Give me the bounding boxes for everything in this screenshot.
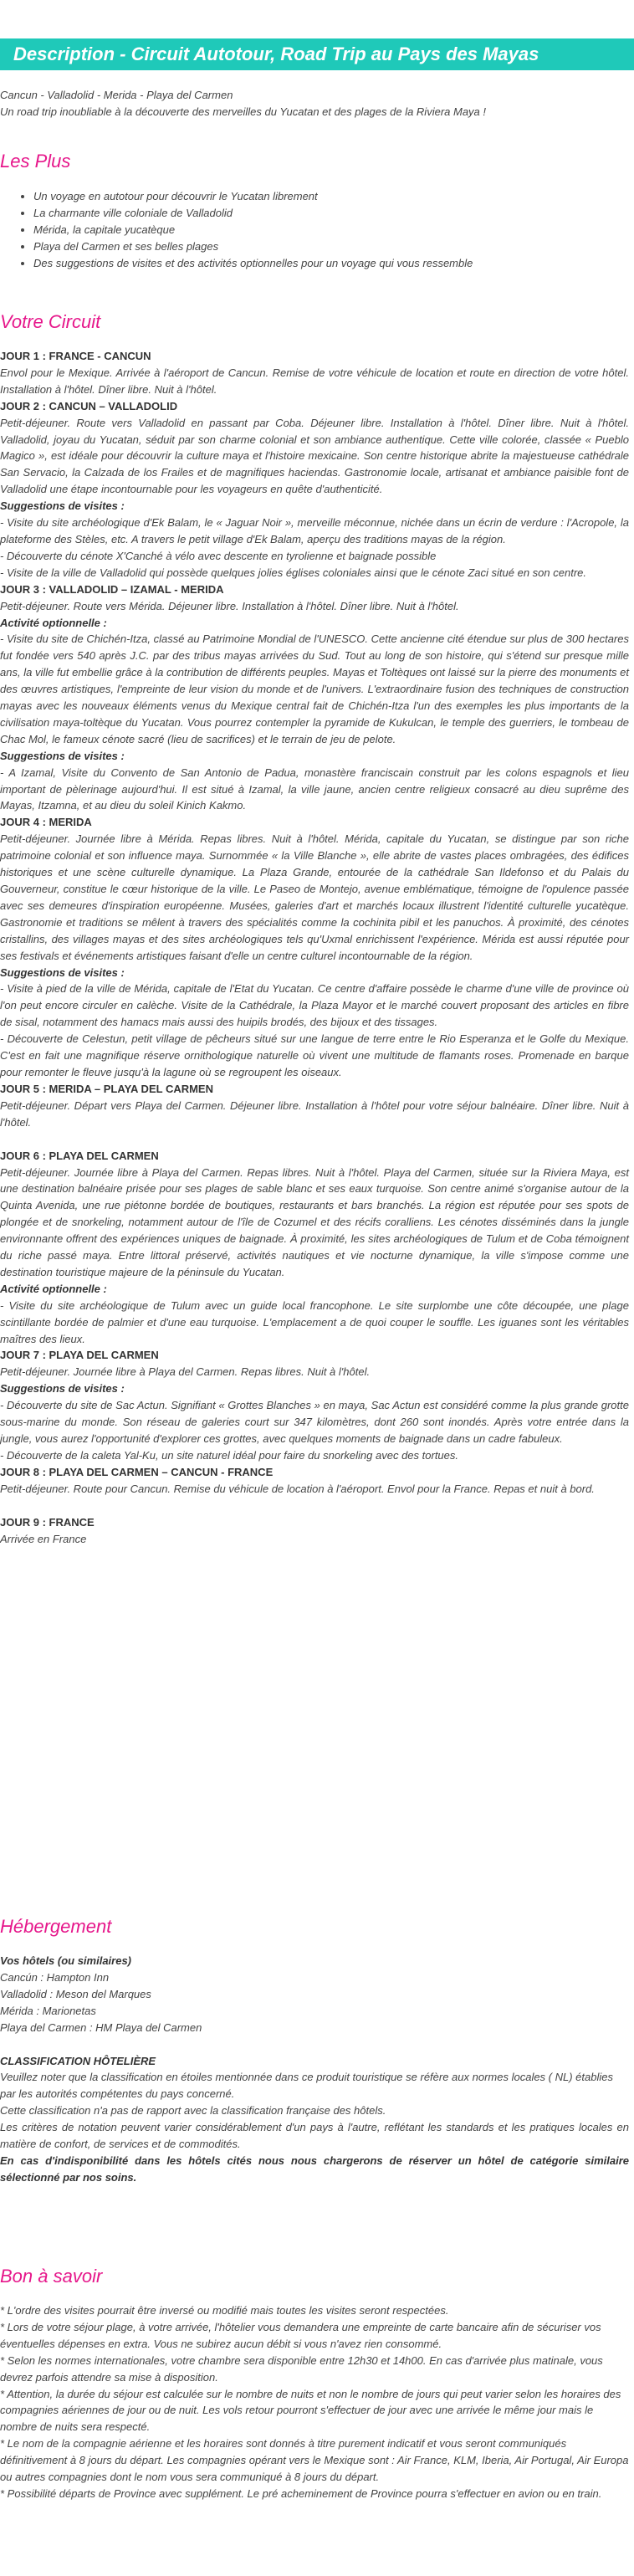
- intro: [0, 87, 629, 120]
- classification-note: En cas d'indisponibilité dans les hôtels cités nous nous chargerons de réserver un hôtel de catégorie similaire sélectionné par nos soins.: [0, 2153, 629, 2184]
- day-text: Petit-déjeuner. Journée libre à Playa del Carmen. Repas libres. Nuit à l'hôtel.: [0, 1365, 371, 1379]
- day-text: Petit-déjeuner. Route vers Mérida. Déjeuner libre. Installation à l'hôtel. Dîner libre. Nuit à l'hôtel.: [0, 599, 459, 612]
- day-text: Petit-déjeuner. Départ vers Playa del Carmen. Déjeuner libre. Installation à l'hôtel pour votre séjour balnéaire. Dîner libre. Nuit à l'hôtel.: [0, 1099, 629, 1129]
- day-title: JOUR 6 : PLAYA DEL CARMEN: [0, 1149, 159, 1162]
- classification-title: CLASSIFICATION HÔTELIÈRE: [0, 2054, 156, 2067]
- info-item: * Lors de votre séjour plage, à votre arrivée, l'hôtelier vous demandera une empreinte de carte bancaire afin de sécuriser vos éventuelles dépenses en extra. Vous ne subirez aucun débit si vous n'avez rien consommé.: [0, 2320, 601, 2350]
- intro-route: Cancun - Valladolid - Merida - Playa del Carmen: [0, 89, 233, 101]
- info-item: * Possibilité départs de Province avec supplément. Le pré acheminement de Province pourra s'effectuer en avion ou en train.: [0, 2486, 602, 2500]
- list-item: • Mérida, la capitale yucatèque: [33, 222, 627, 238]
- optional-activity: - Visite du site archéologique de Tulum avec un guide local francophone. Le site surplombe une côte découpée, une plage scintillante bordée de palmier et d'une eau turquoise. L'emplacement a de quoi couper le souffle. Les iguanes sont les véritables maîtres des lieux.: [0, 1298, 629, 1345]
- info-item: * Le nom de la compagnie aérienne et les horaires sont donnés à titre purement indicatif et vous seront communiqués définitivement à 8 jours du départ. Les compagnies opérant vers le Mexique sont : Air France, KLM, Iberia, Air Portugal, Air Europa ou autres compagnies dont le nom vous sera communiqué à 8 jours du départ.: [0, 2437, 629, 2484]
- list-item: • Des suggestions de visites et des activités optionnelles pour un voyage qui vous ressemble: [33, 255, 627, 272]
- plus-list: [0, 188, 627, 272]
- suggestion-item: - Visite de la ville de Valladolid qui possède quelques jolies églises coloniales ainsi que le cénote Zaci situé en son centre.: [0, 566, 586, 579]
- day-title: JOUR 9 : FRANCE: [0, 1515, 95, 1529]
- suggestions-title: Suggestions de visites :: [0, 499, 125, 513]
- classification-text: Veuillez noter que la classification en étoiles mentionnée dans ce produit touristique se réfère aux normes locales ( NL) établies par les autorités compétentes du pays concerné.: [0, 2071, 613, 2101]
- day-title: JOUR 5 : MERIDA – PLAYA DEL CARMEN: [0, 1082, 213, 1095]
- info-item: * Attention, la durée du séjour est calculée sur le nombre de nuits et non le nombre de jours qui peut varier selon les horaires des compagnies aériennes de jour ou de nuit. Les vols retour pourront s'effectuer de jour avec une arrivée le même jour mais le nombre de nuits sera respecté.: [0, 2387, 621, 2434]
- suggestion-item: - Visite du site archéologique d'Ek Balam, le « Jaguar Noir », merveille méconnue, nichée dans un écrin de verdure : l'Acropole, la plateforme des Stèles, etc. A travers le petit village d'Ek Balam, aperçu des traditions mayas de la région.: [0, 516, 629, 545]
- hebergement-body: [0, 1953, 629, 2186]
- heading-bon-a-savoir: Bon à savoir: [0, 2266, 103, 2287]
- day-text: Arrivée en France: [0, 1532, 87, 1545]
- day-text: Petit-déjeuner. Journée libre à Playa del Carmen. Repas libres. Nuit à l'hôtel. Playa del Carmen, située sur la Riviera Maya, est une destination balnéaire prisée pour ses plages de sable blanc et ses eaux turquoise. Son centre animé s'organise autour de la Quinta Avenida, une rue piétonne bordée de boutiques, restaurants et bars branchés. La région est réputée pour ses spots de plongée et de snorkeling, notamment autour de l'île de Cozumel et des récifs coralliens. Les cénotes disséminés dans la jungle environnante offrent des expériences uniques de baignade. À proximité, les sites archéologiques de Tulum et de Coba témoignent du riche passé maya. Entre littoral préservé, activités nautiques et vie nocturne dynamique, la ville s'impose comme une destination touristique majeure de la péninsule du Yucatan.: [0, 1165, 629, 1278]
- hotel-item: Valladolid : Meson del Marques: [0, 1987, 151, 2000]
- day-title: JOUR 1 : FRANCE - CANCUN: [0, 350, 151, 362]
- day-title: JOUR 7 : PLAYA DEL CARMEN: [0, 1349, 159, 1362]
- day-title: JOUR 3 : VALLADOLID – IZAMAL - MERIDA: [0, 582, 224, 596]
- page-title: Description - Circuit Autotour, Road Trip au Pays des Mayas: [13, 44, 539, 64]
- info-item: * L'ordre des visites pourrait être inversé ou modifié mais toutes les visites seront respectées.: [0, 2304, 449, 2317]
- day-title: JOUR 4 : MERIDA: [0, 816, 92, 829]
- optional-activity: - Visite du site de Chichén-Itza, classé au Patrimoine Mondial de l'UNESCO. Cette ancienne cité étendue sur plus de 300 hectares fut fondée vers 540 après J.C. par des tribus mayas arrivées du Sud. Tout au long de son histoire, qui s'étend sur presque mille ans, la ville fut embellie grâce à la contribution de différents peuples. Mayas et Toltèques ont laissé sur la pierre des monuments et des œuvres artistiques, l'empreinte de leur vision du monde et de l'univers. L'extraordinaire fusion des techniques de construction mayas avec les nouveaux éléments venus du Mexique central fait de Chichén-Itza l'un des exemples les plus importants de la civilisation maya-toltèque du Yucatan. Vous pourrez contempler la pyramide de Kukulcan, le temple des guerriers, le tombeau de Chac Mol, le fameux cénote sacré (lieu de sacrifices) et le terrain de jeu de pelote.: [0, 632, 629, 745]
- suggestion-item: - Découverte du site de Sac Actun. Signifiant « Grottes Blanches » en maya, Sac Actun est considéré comme la plus grande grotte sous-marine du monde. Son réseau de galeries court sur 347 kilomètres, dont 260 sont inondés. Après votre entrée dans la jungle, vous aurez l'opportunité d'explorer ces grottes, avec quelques moments de baignade dans un cadre fabuleux.: [0, 1399, 629, 1445]
- suggestion-item: - A Izamal, Visite du Convento de San Antonio de Padua, monastère franciscain construit par les colons espagnols et lieu important de pèlerinage aujourd'hui. Il est situé à Izamal, la ville jaune, ancien centre religieux consacré au dieu suprême des Mayas, Itzamna, et au dieu du soleil Kinich Kakmo.: [0, 766, 629, 812]
- list-item: • Playa del Carmen et ses belles plages: [33, 238, 627, 255]
- heading-hebergement: Hébergement: [0, 1916, 112, 1937]
- suggestion-item: - Découverte de Celestun, petit village de pêcheurs situé sur une langue de terre entre le Rio Esperanza et le Golfe du Mexique. C'est en fait une magnifique réserve ornithologique naturelle où vivent une multitude de flamants roses. Promenade en barque pour remonter le fleuve jusqu'à la lagune où se regroupent les oiseaux.: [0, 1032, 629, 1078]
- classification-text: Les critères de notation peuvent varier considérablement d'un pays à l'autre, reflétant les standards et les pratiques locales en matière de confort, de services et de commodités.: [0, 2121, 629, 2151]
- day-text: Petit-déjeuner. Route pour Cancun. Remise du véhicule de location à l'aéroport. Envol pour la France. Repas et nuit à bord.: [0, 1482, 595, 1495]
- hotel-item: Playa del Carmen : HM Playa del Carmen: [0, 2020, 202, 2034]
- hotel-item: Cancún : Hampton Inn: [0, 1970, 110, 1984]
- classification-text: Cette classification n'a pas de rapport avec la classification française des hôtels.: [0, 2104, 386, 2118]
- optional-activity-title: Activité optionnelle :: [0, 616, 107, 629]
- suggestion-item: - Découverte de la caleta Yal-Ku, un site naturel idéal pour faire du snorkeling avec des tortues.: [0, 1448, 458, 1462]
- suggestion-item: - Découverte du cénote X'Canché à vélo avec descente en tyrolienne et baignade possible: [0, 549, 437, 562]
- heading-votre-circuit: Votre Circuit: [0, 311, 101, 332]
- intro-tagline: Un road trip inoubliable à la découverte des merveilles du Yucatan et des plages de la Riviera Maya !: [0, 105, 487, 118]
- suggestions-title: Suggestions de visites :: [0, 965, 125, 979]
- day-text: Petit-déjeuner. Journée libre à Mérida. Repas libres. Nuit à l'hôtel. Mérida, capitale du Yucatan, se distingue par son riche patrimoine colonial et son influence maya. Surnommée « la Ville Blanche », elle abrite de vastes places ombragées, des édifices historiques et une scène culturelle dynamique. La Plaza Grande, entourée de la cathédrale San Ildefonso et du Palais du Gouverneur, constitue le cœur historique de la ville. Le Paseo de Montejo, avenue emblématique, témoigne de l'opulence passée avec ses demeures d'inspiration européenne. Musées, galeries d'art et marchés locaux illustrent l'identité culturelle yucatèque. Gastronomie et traditions se mêlent à travers des spécialités comme la cochinita pibil et les panuchos. À proximité, des cénotes cristallins, des villages mayas et des sites archéologiques tels qu'Uxmal enrichissent l'expérience. Mérida est aussi réputée pour ses festivals et événements artistiques faisant d'elle un centre culturel incontournable de la région.: [0, 832, 629, 962]
- day-title: JOUR 8 : PLAYA DEL CARMEN – CANCUN - FRANCE: [0, 1465, 274, 1478]
- suggestion-item: - Visite à pied de la ville de Mérida, capitale de l'Etat du Yucatan. Ce centre d'affaire possède le charme d'une ville de province où l'on peut encore circuler en calèche. Visite de la Cathédrale, la Plaza Mayor et le marché couvert proposant des articles en fibre de sisal, notamment des hamacs mais aussi des huipils brodés, des bijoux et des tissages.: [0, 982, 629, 1029]
- list-item: • Un voyage en autotour pour découvrir le Yucatan librement: [33, 188, 627, 205]
- page-banner: [0, 0, 634, 70]
- day-text: Envol pour le Mexique. Arrivée à l'aéroport de Cancun. Remise de votre véhicule de location et route en direction de votre hôtel. Installation à l'hôtel. Dîner libre. Nuit à l'hôtel.: [0, 366, 629, 396]
- list-item: • La charmante ville coloniale de Valladolid: [33, 205, 627, 222]
- savoir-body: [0, 2302, 629, 2502]
- optional-activity-title: Activité optionnelle :: [0, 1282, 107, 1295]
- suggestions-title: Suggestions de visites :: [0, 1382, 125, 1396]
- day-text: Petit-déjeuner. Route vers Valladolid en passant par Coba. Déjeuner libre. Installation à l'hôtel. Dîner libre. Nuit à l'hôtel. Valladolid, joyau du Yucatan, séduit par son charme colonial et son ambiance authentique. Cette ville colorée, classée « Pueblo Magico », est idéale pour découvrir la culture maya et l'histoire mexicaine. Son centre historique abrite la majestueuse cathédrale San Servacio, la Calzada de los Frailes et de magnifiques haciendas. Gastronomie locale, artisanat et ambiance paisible font de Valladolid une étape incontournable pour les voyageurs en quête d'authenticité.: [0, 416, 629, 496]
- day-title: JOUR 2 : CANCUN – VALLADOLID: [0, 399, 178, 412]
- heading-les-plus: Les Plus: [0, 151, 71, 172]
- circuit-body: [0, 348, 629, 1547]
- hotels-title: Vos hôtels (ou similaires): [0, 1954, 132, 1967]
- suggestions-title: Suggestions de visites :: [0, 749, 125, 762]
- info-item: * Selon les normes internationales, votre chambre sera disponible entre 12h30 et 14h00. En cas d'arrivée plus matinale, vous devrez parfois attendre sa mise à disposition.: [0, 2353, 603, 2384]
- hotel-item: Mérida : Marionetas: [0, 2004, 96, 2017]
